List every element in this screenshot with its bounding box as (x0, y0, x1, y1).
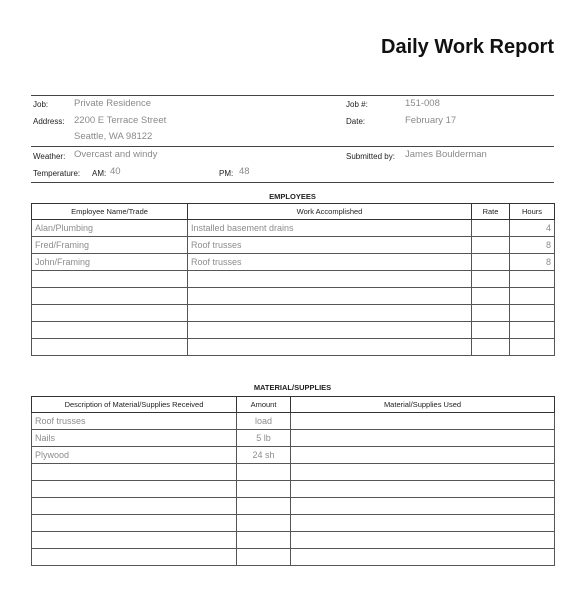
material-used-cell[interactable] (291, 549, 555, 566)
material-description-cell[interactable] (32, 549, 237, 566)
header-divider-top (31, 95, 554, 96)
page-title: Daily Work Report (381, 36, 554, 58)
employee-name-cell[interactable] (32, 305, 188, 322)
material-used-cell[interactable] (291, 430, 555, 447)
submitted-by-label: Submitted by: (346, 152, 395, 161)
rate-cell[interactable] (472, 322, 510, 339)
hours-cell[interactable] (510, 288, 555, 305)
employees-table (31, 203, 555, 356)
date-label: Date: (346, 117, 366, 126)
work-accomplished-cell[interactable] (188, 271, 472, 288)
materials-header-row (32, 397, 555, 413)
temperature-pm-value[interactable]: 48 (239, 166, 250, 177)
job-label: Job: (33, 100, 49, 109)
employee-name-cell[interactable]: Alan/Plumbing (32, 220, 188, 237)
employees-col-name: Employee Name/Trade (32, 204, 188, 220)
material-used-cell[interactable] (291, 413, 555, 430)
table-row (32, 481, 555, 498)
submitted-by-value[interactable]: James Boulderman (405, 149, 487, 160)
materials-col-description: Description of Material/Supplies Received (32, 397, 237, 413)
temperature-am-value[interactable]: 40 (110, 166, 121, 177)
material-used-cell[interactable] (291, 447, 555, 464)
address-line1[interactable]: 2200 E Terrace Street (74, 115, 167, 126)
materials-col-used: Material/Supplies Used (291, 397, 555, 413)
work-accomplished-cell[interactable] (188, 305, 472, 322)
hours-cell[interactable] (510, 271, 555, 288)
material-amount-cell[interactable] (237, 515, 291, 532)
table-row (32, 532, 555, 549)
address-label: Address: (33, 117, 65, 126)
material-used-cell[interactable] (291, 464, 555, 481)
material-description-cell[interactable] (32, 532, 237, 549)
rate-cell[interactable] (472, 339, 510, 356)
rate-cell[interactable] (472, 254, 510, 271)
work-accomplished-cell[interactable]: Installed basement drains (188, 220, 472, 237)
temperature-label: Temperature: (33, 169, 81, 178)
table-row (32, 220, 555, 237)
hours-cell[interactable]: 8 (510, 254, 555, 271)
employee-name-cell[interactable] (32, 288, 188, 305)
employee-name-cell[interactable] (32, 322, 188, 339)
employees-col-hours: Hours (510, 204, 555, 220)
hours-cell[interactable]: 8 (510, 237, 555, 254)
date-value[interactable]: February 17 (405, 115, 457, 126)
material-amount-cell[interactable] (237, 498, 291, 515)
hours-cell[interactable]: 4 (510, 220, 555, 237)
material-amount-cell[interactable] (237, 549, 291, 566)
material-description-cell[interactable] (32, 515, 237, 532)
employee-name-cell[interactable] (32, 271, 188, 288)
work-accomplished-cell[interactable] (188, 288, 472, 305)
header-divider-bottom (31, 182, 554, 183)
employees-header-row (32, 204, 555, 220)
table-row (32, 339, 555, 356)
material-description-cell[interactable] (32, 464, 237, 481)
material-description-cell[interactable]: Nails (32, 430, 237, 447)
employees-col-work: Work Accomplished (188, 204, 472, 220)
rate-cell[interactable] (472, 288, 510, 305)
material-used-cell[interactable] (291, 515, 555, 532)
table-row (32, 515, 555, 532)
hours-cell[interactable] (510, 305, 555, 322)
table-row (32, 322, 555, 339)
material-amount-cell[interactable]: 5 lb (237, 430, 291, 447)
material-description-cell[interactable] (32, 481, 237, 498)
table-row (32, 254, 555, 271)
material-description-cell[interactable]: Plywood (32, 447, 237, 464)
work-accomplished-cell[interactable]: Roof trusses (188, 254, 472, 271)
table-row (32, 464, 555, 481)
rate-cell[interactable] (472, 220, 510, 237)
employees-col-rate: Rate (472, 204, 510, 220)
address-line2[interactable]: Seattle, WA 98122 (74, 131, 153, 142)
material-used-cell[interactable] (291, 498, 555, 515)
job-number-value[interactable]: 151-008 (405, 98, 440, 109)
material-amount-cell[interactable]: 24 sh (237, 447, 291, 464)
material-amount-cell[interactable] (237, 532, 291, 549)
rate-cell[interactable] (472, 305, 510, 322)
temperature-am-label: AM: (92, 169, 107, 178)
job-value[interactable]: Private Residence (74, 98, 152, 109)
table-row (32, 413, 555, 430)
material-amount-cell[interactable]: load (237, 413, 291, 430)
table-row (32, 271, 555, 288)
material-amount-cell[interactable] (237, 464, 291, 481)
work-accomplished-cell[interactable]: Roof trusses (188, 237, 472, 254)
table-row (32, 498, 555, 515)
materials-section-title: MATERIAL/SUPPLIES (253, 383, 332, 392)
hours-cell[interactable] (510, 322, 555, 339)
table-row (32, 549, 555, 566)
weather-label: Weather: (33, 152, 66, 161)
material-description-cell[interactable] (32, 498, 237, 515)
material-used-cell[interactable] (291, 481, 555, 498)
table-row (32, 430, 555, 447)
employee-name-cell[interactable]: Fred/Framing (32, 237, 188, 254)
employee-name-cell[interactable]: John/Framing (32, 254, 188, 271)
rate-cell[interactable] (472, 271, 510, 288)
table-row (32, 305, 555, 322)
material-amount-cell[interactable] (237, 481, 291, 498)
job-number-label: Job #: (346, 100, 368, 109)
work-accomplished-cell[interactable] (188, 322, 472, 339)
material-description-cell[interactable]: Roof trusses (32, 413, 237, 430)
materials-table (31, 396, 555, 566)
employees-section-title: EMPLOYEES (269, 192, 316, 201)
work-accomplished-cell[interactable] (188, 339, 472, 356)
material-used-cell[interactable] (291, 532, 555, 549)
employee-name-cell[interactable] (32, 339, 188, 356)
rate-cell[interactable] (472, 237, 510, 254)
header-divider-middle (31, 146, 554, 147)
table-row (32, 237, 555, 254)
hours-cell[interactable] (510, 339, 555, 356)
weather-value[interactable]: Overcast and windy (74, 149, 158, 160)
table-row (32, 447, 555, 464)
temperature-pm-label: PM: (219, 169, 234, 178)
table-row (32, 288, 555, 305)
materials-col-amount: Amount (237, 397, 291, 413)
